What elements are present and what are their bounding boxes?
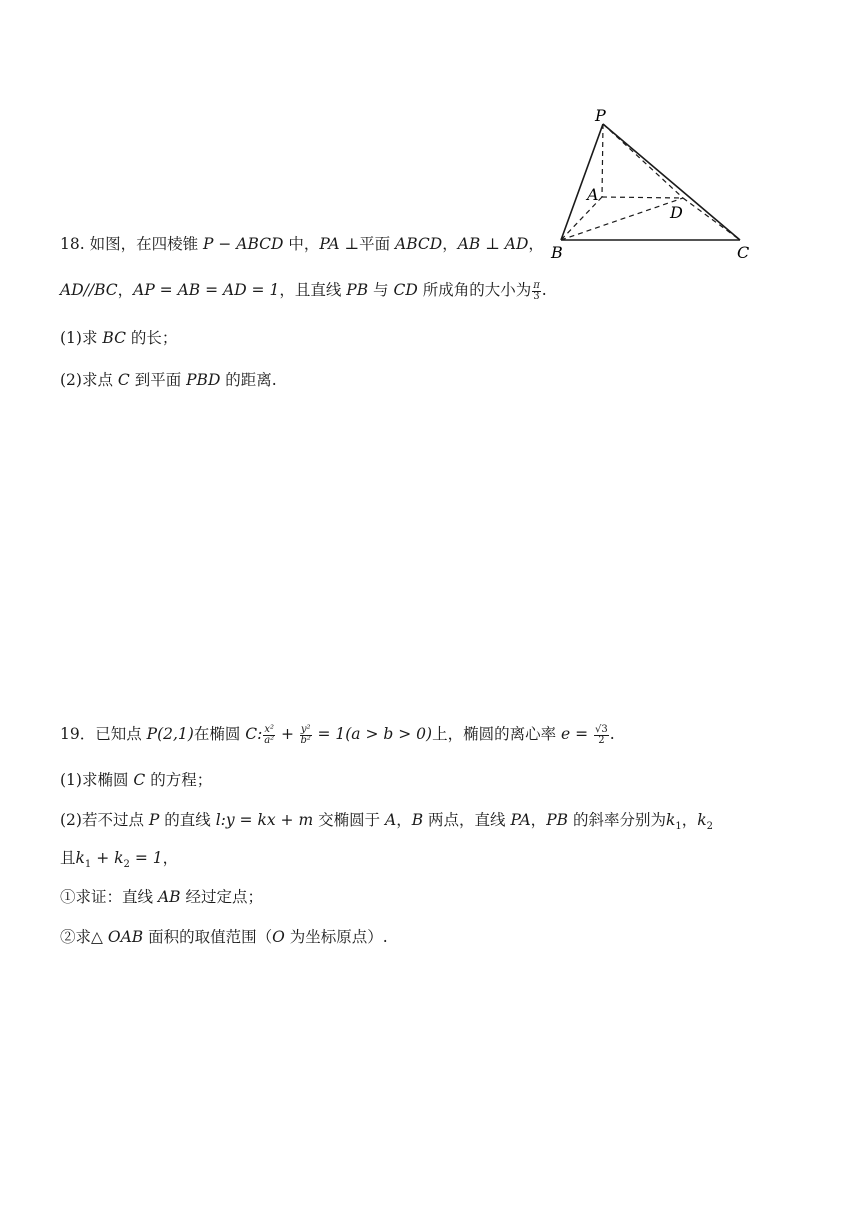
q19-part1: (1)求椭圆 C 的方程； [60,771,213,789]
edge-PC [603,124,740,240]
y-fraction: $\frac{\text{y²}}{\text{b²}}$ [300,723,311,746]
q19-subpart2: ②求△ OAB 面积的取值范围（O 为坐标原点）. [60,928,388,946]
q19-part2: (2)若不过点 P 的直线 l:y = kx + m 交椭圆于 A，B 两点，直线 PA，PB 的斜率分别为$k_1$，$k_2$ [60,811,714,833]
pyramid-figure [540,100,770,270]
edge-AD [602,197,683,198]
edge-BD [561,198,683,240]
q18-part2: (2)求点 C 到平面 PBD 的距离. [60,371,277,389]
vertex-label-A: A [587,185,599,204]
q18-condition: AD//BC，AP = AB = AD = 1，且直线 PB 与 CD 所成角的大小为 $\frac{\pi}{3}$ . [60,279,547,302]
x-fraction: $\frac{\text{x²}}{\text{a²}}$ [264,723,275,746]
q19-part2-condition: 且$k_1 + k_2 = 1$， [60,849,179,871]
vertex-label-P: P [595,106,606,125]
edge-PA [602,124,603,197]
q19-subpart1: ①求证：直线 AB 经过定点； [60,888,263,906]
vertex-label-C: C [737,243,750,262]
q18-stem: 18. 如图，在四棱锥 P − ABCD 中，PA ⊥平面 ABCD，AB ⊥ AD， [60,235,544,253]
vertex-label-D: D [670,203,683,222]
e-fraction: $\frac{√3}{2}$ [595,723,608,746]
vertex-label-B: B [551,243,563,262]
angle-fraction: $\frac{\pi}{3}$ [533,279,540,302]
q18-part1: (1)求 BC 的长； [60,329,178,347]
edge-PB [561,124,603,240]
q19-stem: 19．已知点 P(2,1)在椭圆 C: $\frac{\text{x²}}{\text{a²}}$ + $\frac{\text{y²}}{\text{b²}}$ = 1(a > b > 0)上，椭圆的离心率 e = $\frac{√3}{2}$ . [60,723,615,746]
